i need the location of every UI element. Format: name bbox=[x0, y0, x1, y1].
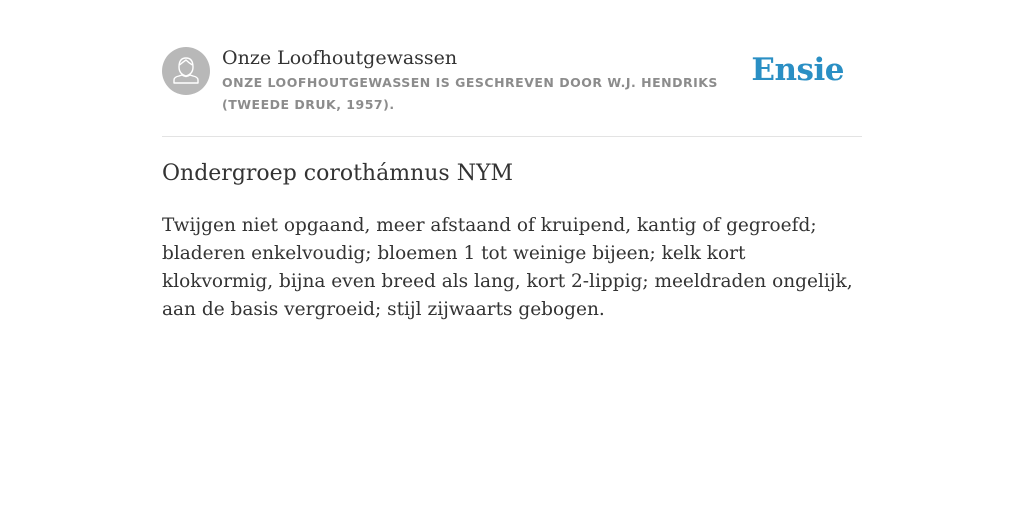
article-body: Twijgen niet opgaand, meer afstaand of kruipend, kantig of gegroefd; bladeren enkelvoudig; bloemen 1 tot weinige bijeen; kelk kort klokvormig, bijna even breed als lang, kort 2-lippig; meeldraden ongelijk, aan de basis vergroeid; stijl zijwaarts gebogen. bbox=[162, 215, 853, 320]
user-placeholder-icon bbox=[162, 47, 210, 95]
ensie-logo[interactable]: Ensie bbox=[751, 52, 844, 88]
avatar[interactable] bbox=[162, 47, 210, 95]
book-description: ONZE LOOFHOUTGEWASSEN IS GESCHREVEN DOOR W.J. HENDRIKS (TWEEDE DRUK, 1957). bbox=[222, 75, 718, 112]
article-heading: Ondergroep corothámnus NYM bbox=[162, 161, 514, 186]
book-title[interactable]: Onze Loofhoutgewassen bbox=[222, 47, 458, 69]
source-header bbox=[162, 46, 862, 137]
